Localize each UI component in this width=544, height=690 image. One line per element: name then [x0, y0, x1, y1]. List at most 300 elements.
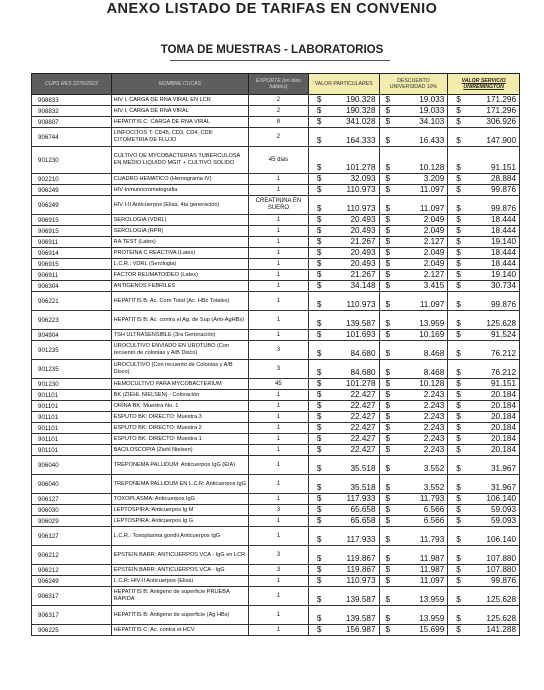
cell-descuento — [380, 412, 449, 422]
cell-valor-servicio — [448, 527, 519, 545]
table-row — [31, 281, 520, 292]
cell-valor-particulares-value: 20.493 — [350, 259, 376, 268]
cell-valor-particulares — [309, 390, 380, 400]
cell-descuento — [380, 95, 449, 105]
cell-valor-servicio — [448, 341, 519, 359]
currency-symbol: $ — [316, 625, 322, 634]
currency-symbol: $ — [316, 401, 322, 410]
cell-code: 906040 — [32, 456, 112, 474]
cell-export-days: 3 — [249, 341, 309, 359]
currency-symbol: $ — [385, 300, 391, 309]
currency-symbol: $ — [456, 554, 461, 563]
cell-descuento — [380, 475, 449, 493]
cell-valor-servicio-value: 28.884 — [490, 174, 517, 183]
cell-export-days: 1 — [249, 259, 309, 269]
cell-export-days: 1 — [249, 390, 309, 400]
cell-valor-servicio — [448, 625, 519, 635]
currency-symbol: $ — [385, 281, 391, 290]
cell-code: 906212 — [32, 565, 112, 575]
cell-valor-particulares — [309, 360, 380, 378]
cell-valor-servicio — [448, 505, 519, 515]
cell-export-days: 1 — [249, 248, 309, 258]
currency-symbol: $ — [385, 204, 391, 213]
cell-descuento-value: 3.209 — [423, 174, 445, 183]
currency-symbol: $ — [385, 226, 391, 235]
cell-valor-servicio-value: 141.288 — [486, 625, 517, 634]
table-row — [31, 292, 520, 311]
cell-descuento — [380, 147, 449, 173]
subtitle-underline — [170, 60, 390, 61]
cell-export-days: 3 — [249, 505, 309, 515]
cell-name: LINFOCITOS T: CD45, CD3, CD4, CD8: CITOMETRIA DE FLUJO — [112, 128, 249, 146]
cell-valor-servicio-value: 107.880 — [486, 554, 517, 563]
cell-export-days: 1 — [249, 625, 309, 635]
currency-symbol: $ — [456, 270, 461, 279]
currency-symbol: $ — [385, 368, 391, 377]
currency-symbol: $ — [385, 259, 391, 268]
table-row — [31, 95, 520, 106]
table-row — [31, 505, 520, 516]
cell-name: EPSTEIN BARR: ANTICUERPOS VCA - IgG — [112, 565, 249, 575]
cell-code: 901230 — [32, 147, 112, 173]
table-row — [31, 226, 520, 237]
cell-valor-particulares — [309, 423, 380, 433]
cell-valor-particulares-value: 101.278 — [345, 163, 376, 172]
currency-symbol: $ — [316, 445, 322, 454]
cell-valor-particulares — [309, 196, 380, 214]
cell-valor-servicio-value: 30.734 — [490, 281, 517, 290]
currency-symbol: $ — [385, 117, 391, 126]
currency-symbol: $ — [316, 215, 322, 224]
table-row — [31, 259, 520, 270]
table-row — [31, 147, 520, 174]
cell-valor-servicio — [448, 185, 519, 195]
cell-valor-servicio — [448, 128, 519, 146]
cell-valor-servicio-value: 31.967 — [490, 464, 517, 473]
cell-export-days: 1 — [249, 576, 309, 586]
cell-valor-particulares-value: 341.028 — [345, 117, 376, 126]
cell-descuento — [380, 117, 449, 127]
table-row — [31, 341, 520, 360]
currency-symbol: $ — [316, 412, 322, 421]
table-row — [31, 270, 520, 281]
currency-symbol: $ — [456, 445, 461, 454]
table-row — [31, 311, 520, 330]
cell-descuento — [380, 390, 449, 400]
cell-valor-particulares-value: 21.267 — [350, 237, 376, 246]
cell-valor-particulares-value: 156.987 — [345, 625, 376, 634]
table-row — [31, 106, 520, 117]
cell-code: 901230 — [32, 379, 112, 389]
cell-valor-particulares — [309, 215, 380, 225]
cell-export-days: 1 — [249, 587, 309, 605]
cell-name: UROCULTIVO ENVIADO EN UROTUBO (Con recuento de colonias y A/B Disco) — [112, 341, 249, 359]
cell-code: 906040 — [32, 475, 112, 493]
currency-symbol: $ — [385, 516, 391, 525]
cell-name: TOXOPLASMA: Anticuerpos IgG — [112, 494, 249, 504]
currency-symbol: $ — [456, 226, 461, 235]
cell-export-days: 1 — [249, 412, 309, 422]
table-row — [31, 527, 520, 546]
currency-symbol: $ — [385, 330, 391, 339]
cell-descuento — [380, 341, 449, 359]
cell-valor-particulares-value: 22.427 — [350, 401, 376, 410]
cell-export-days: 1 — [249, 281, 309, 291]
cell-code: 906029 — [32, 516, 112, 526]
currency-symbol: $ — [456, 535, 461, 544]
currency-symbol: $ — [316, 614, 322, 623]
cell-valor-particulares-value: 190.328 — [345, 95, 376, 104]
cell-valor-particulares — [309, 445, 380, 455]
cell-valor-particulares — [309, 292, 380, 310]
cell-export-days: 1 — [249, 292, 309, 310]
currency-symbol: $ — [456, 259, 461, 268]
cell-descuento-value: 10.169 — [419, 330, 445, 339]
cell-valor-servicio — [448, 456, 519, 474]
cell-valor-servicio — [448, 565, 519, 575]
currency-symbol: $ — [456, 215, 461, 224]
currency-symbol: $ — [456, 423, 461, 432]
cell-code: 906744 — [32, 128, 112, 146]
cell-valor-particulares — [309, 456, 380, 474]
currency-symbol: $ — [316, 136, 322, 145]
currency-symbol: $ — [385, 595, 391, 604]
currency-symbol: $ — [316, 185, 322, 194]
cell-code: 908833 — [32, 95, 112, 105]
cell-valor-servicio-value: 20.184 — [490, 434, 517, 443]
cell-code: 906030 — [32, 505, 112, 515]
currency-symbol: $ — [316, 464, 322, 473]
cell-descuento-value: 2.243 — [423, 423, 445, 432]
cell-export-days: 2 — [249, 128, 309, 146]
currency-symbol: $ — [316, 379, 322, 388]
currency-symbol: $ — [456, 483, 461, 492]
cell-descuento — [380, 360, 449, 378]
cell-valor-particulares-value: 101.693 — [345, 330, 376, 339]
cell-export-days: 1 — [249, 456, 309, 474]
cell-valor-servicio — [448, 360, 519, 378]
currency-symbol: $ — [385, 248, 391, 257]
table-row — [31, 117, 520, 128]
currency-symbol: $ — [385, 505, 391, 514]
cell-descuento — [380, 576, 449, 586]
currency-symbol: $ — [385, 215, 391, 224]
cell-export-days: 1 — [249, 527, 309, 545]
currency-symbol: $ — [316, 595, 322, 604]
cell-descuento — [380, 456, 449, 474]
cell-export-days: 1 — [249, 226, 309, 236]
cell-valor-servicio — [448, 106, 519, 116]
cell-code: 906914 — [32, 248, 112, 258]
cell-valor-particulares-value: 22.427 — [350, 412, 376, 421]
cell-valor-servicio — [448, 248, 519, 258]
currency-symbol: $ — [456, 95, 461, 104]
currency-symbol: $ — [316, 270, 322, 279]
cell-valor-particulares-value: 117.933 — [346, 535, 376, 544]
cell-valor-particulares — [309, 412, 380, 422]
cell-valor-servicio — [448, 401, 519, 411]
cell-code: 906304 — [32, 281, 112, 291]
cell-descuento — [380, 106, 449, 116]
cell-descuento — [380, 445, 449, 455]
currency-symbol: $ — [456, 368, 461, 377]
cell-valor-servicio — [448, 117, 519, 127]
cell-valor-particulares-value: 22.427 — [350, 445, 376, 454]
currency-symbol: $ — [456, 434, 461, 443]
cell-valor-servicio-value: 306.926 — [486, 117, 517, 126]
cell-valor-servicio-value: 125.628 — [486, 614, 517, 623]
cell-name: EPSTEIN BARR: ANTICUERPOS VCA - IgG en LCR — [112, 546, 249, 564]
cell-descuento — [380, 527, 449, 545]
cell-descuento-value: 11.097 — [419, 204, 445, 213]
cell-descuento-value: 13.959 — [419, 614, 445, 623]
cell-descuento — [380, 516, 449, 526]
currency-symbol: $ — [316, 95, 322, 104]
cell-name: RA TEST (Latex) — [112, 237, 249, 247]
cell-valor-particulares — [309, 494, 380, 504]
cell-valor-servicio — [448, 311, 519, 329]
cell-code: 901235 — [32, 360, 112, 378]
cell-valor-particulares-value: 164.333 — [345, 136, 376, 145]
cell-export-days: 1 — [249, 494, 309, 504]
cell-code: 906223 — [32, 311, 112, 329]
currency-symbol: $ — [456, 106, 461, 115]
cell-valor-particulares — [309, 434, 380, 444]
cell-valor-servicio-value: 18.444 — [490, 215, 517, 224]
table-row — [31, 494, 520, 505]
table-row — [31, 237, 520, 248]
currency-symbol: $ — [385, 106, 391, 115]
cell-valor-servicio-value: 106.140 — [486, 494, 517, 503]
currency-symbol: $ — [456, 330, 461, 339]
table-row — [31, 128, 520, 147]
cell-name: HEPATITIS C: CARGA DE RNA VIRAL — [112, 117, 249, 127]
cell-name: HIV I-II Anticuerpos (Elisa, 4ta generacion) — [112, 196, 249, 214]
table-row — [31, 401, 520, 412]
cell-valor-servicio-value: 99.876 — [490, 185, 517, 194]
currency-symbol: $ — [316, 106, 322, 115]
cell-name: TREPONEMA PALLIDUM EN L.C.R: Anticuerpos IgG — [112, 475, 249, 493]
currency-symbol: $ — [456, 390, 461, 399]
currency-symbol: $ — [385, 535, 391, 544]
currency-symbol: $ — [316, 390, 322, 399]
table-row — [31, 434, 520, 445]
cell-descuento — [380, 185, 449, 195]
cell-code: 904904 — [32, 330, 112, 340]
cell-name: LEPTOSPIRA: Anticuerpos Ig G — [112, 516, 249, 526]
currency-symbol: $ — [456, 412, 461, 421]
cell-valor-particulares — [309, 128, 380, 146]
cell-code: 906915 — [32, 259, 112, 269]
cell-code: 906249 — [32, 576, 112, 586]
currency-symbol: $ — [456, 117, 461, 126]
cell-export-days: 8 — [249, 117, 309, 127]
cell-export-days: 45 dias — [249, 147, 309, 173]
cell-descuento-value: 6.566 — [423, 516, 445, 525]
table-header — [31, 73, 520, 95]
cell-code: 906127 — [32, 494, 112, 504]
cell-name: HEPATITIS B: Ac. contra el Ag. de Sup (Anti-AgHBs) — [112, 311, 249, 329]
cell-code: 906221 — [32, 292, 112, 310]
cell-code: 908832 — [32, 106, 112, 116]
cell-valor-servicio — [448, 606, 519, 624]
currency-symbol: $ — [456, 319, 461, 328]
currency-symbol: $ — [456, 136, 461, 145]
cell-descuento-value: 3.552 — [423, 483, 445, 492]
table-row — [31, 215, 520, 226]
cell-valor-particulares-value: 21.267 — [350, 270, 376, 279]
currency-symbol: $ — [316, 423, 322, 432]
currency-symbol: $ — [385, 554, 391, 563]
cell-valor-particulares-value: 139.587 — [345, 595, 376, 604]
cell-valor-servicio-value: 20.184 — [490, 423, 517, 432]
currency-symbol: $ — [316, 281, 322, 290]
currency-symbol: $ — [316, 259, 322, 268]
cell-descuento-value: 34.103 — [419, 117, 445, 126]
cell-name: ESPUTO BK: DIRECTO: Muestra 2 — [112, 423, 249, 433]
cell-descuento — [380, 311, 449, 329]
cell-code: 906915 — [32, 215, 112, 225]
cell-descuento — [380, 259, 449, 269]
cell-code: 906317 — [32, 587, 112, 605]
currency-symbol: $ — [456, 248, 461, 257]
cell-descuento-value: 2.243 — [423, 412, 445, 421]
cell-descuento — [380, 215, 449, 225]
currency-symbol: $ — [385, 464, 391, 473]
currency-symbol: $ — [316, 483, 322, 492]
currency-symbol: $ — [385, 494, 391, 503]
cell-descuento — [380, 248, 449, 258]
cell-descuento-value: 13.959 — [419, 595, 445, 604]
cell-valor-servicio-value: 107.880 — [486, 565, 517, 574]
cell-code: 901101 — [32, 434, 112, 444]
cell-name: HIV-Inmunocromatografia — [112, 185, 249, 195]
cell-name: BK (ZIEHL NIELSEN) - Coloración — [112, 390, 249, 400]
table-row — [31, 379, 520, 390]
cell-valor-servicio — [448, 516, 519, 526]
cell-code: 908807 — [32, 117, 112, 127]
cell-descuento — [380, 587, 449, 605]
cell-valor-servicio — [448, 237, 519, 247]
currency-symbol: $ — [385, 565, 391, 574]
cell-valor-particulares-value: 139.587 — [345, 614, 376, 623]
cell-export-days: CREATININA EN SUERO — [249, 196, 309, 214]
cell-export-days: 1 — [249, 330, 309, 340]
cell-valor-particulares — [309, 270, 380, 280]
table-row — [31, 390, 520, 401]
cell-descuento — [380, 606, 449, 624]
header-export-days: EXPORTE (en días hábiles) — [249, 74, 309, 94]
cell-code: 906212 — [32, 546, 112, 564]
currency-symbol: $ — [385, 136, 391, 145]
cell-descuento — [380, 128, 449, 146]
cell-valor-servicio — [448, 475, 519, 493]
cell-valor-particulares — [309, 606, 380, 624]
cell-export-days: 1 — [249, 401, 309, 411]
currency-symbol: $ — [385, 401, 391, 410]
cell-descuento-value: 11.097 — [419, 185, 445, 194]
cell-export-days: 1 — [249, 185, 309, 195]
currency-symbol: $ — [456, 281, 461, 290]
currency-symbol: $ — [385, 95, 391, 104]
cell-descuento — [380, 434, 449, 444]
cell-name: L.C.R.: VDRL (Serologia) — [112, 259, 249, 269]
header-name: NOMBRE CUCAS — [112, 74, 249, 94]
cell-code: 906249 — [32, 185, 112, 195]
currency-symbol: $ — [316, 300, 322, 309]
currency-symbol: $ — [456, 494, 461, 503]
cell-valor-servicio-value: 18.444 — [490, 259, 517, 268]
cell-valor-servicio-value: 31.967 — [490, 483, 517, 492]
currency-symbol: $ — [316, 174, 322, 183]
currency-symbol: $ — [316, 237, 322, 246]
currency-symbol: $ — [316, 330, 322, 339]
table-row — [31, 196, 520, 215]
cell-code: 901235 — [32, 341, 112, 359]
cell-code: 906249 — [32, 196, 112, 214]
currency-symbol: $ — [316, 117, 322, 126]
currency-symbol: $ — [385, 390, 391, 399]
currency-symbol: $ — [456, 576, 461, 585]
cell-code: 906225 — [32, 625, 112, 635]
table-row — [31, 546, 520, 565]
cell-name: ORINA BK: Muestra No. 1 — [112, 401, 249, 411]
cell-valor-servicio-value: 20.184 — [490, 412, 517, 421]
currency-symbol: $ — [456, 595, 461, 604]
cell-valor-particulares-value: 84.680 — [350, 349, 376, 358]
cell-descuento-value: 11.793 — [419, 535, 445, 544]
cell-valor-particulares — [309, 401, 380, 411]
table-row — [31, 330, 520, 341]
cell-valor-particulares — [309, 259, 380, 269]
cell-descuento-value: 15.699 — [419, 625, 445, 634]
cell-code: 906911 — [32, 270, 112, 280]
cell-valor-servicio — [448, 330, 519, 340]
cell-valor-servicio-value: 125.628 — [486, 595, 517, 604]
currency-symbol: $ — [456, 401, 461, 410]
cell-export-days: 45 — [249, 379, 309, 389]
currency-symbol: $ — [316, 349, 322, 358]
cell-valor-particulares — [309, 516, 380, 526]
table-row — [31, 174, 520, 185]
cell-valor-particulares — [309, 330, 380, 340]
currency-symbol: $ — [385, 625, 391, 634]
table-row — [31, 516, 520, 527]
cell-name: CUADRO HEMATICO (Hemograma IV) — [112, 174, 249, 184]
cell-descuento-value: 2.049 — [423, 248, 445, 257]
cell-valor-servicio-value: 18.444 — [490, 226, 517, 235]
cell-code: 906127 — [32, 527, 112, 545]
cell-descuento-value: 2.127 — [423, 237, 445, 246]
cell-descuento — [380, 196, 449, 214]
table-row — [31, 445, 520, 456]
table-row — [31, 412, 520, 423]
cell-valor-servicio-value: 91.524 — [490, 330, 517, 339]
currency-symbol: $ — [316, 434, 322, 443]
cell-descuento-value: 10.128 — [419, 163, 445, 172]
cell-name: HEPATITIS B: Antigeno de superficie (Ag HBs) — [112, 606, 249, 624]
cell-valor-particulares-value: 119.867 — [346, 565, 376, 574]
cell-descuento — [380, 494, 449, 504]
cell-descuento-value: 2.049 — [423, 215, 445, 224]
cell-valor-servicio-value: 18.444 — [490, 248, 517, 257]
cell-valor-particulares-value: 110.973 — [346, 204, 376, 213]
currency-symbol: $ — [456, 464, 461, 473]
cell-descuento-value: 8.468 — [423, 368, 445, 377]
cell-valor-particulares — [309, 237, 380, 247]
table-row — [31, 576, 520, 587]
currency-symbol: $ — [456, 565, 461, 574]
